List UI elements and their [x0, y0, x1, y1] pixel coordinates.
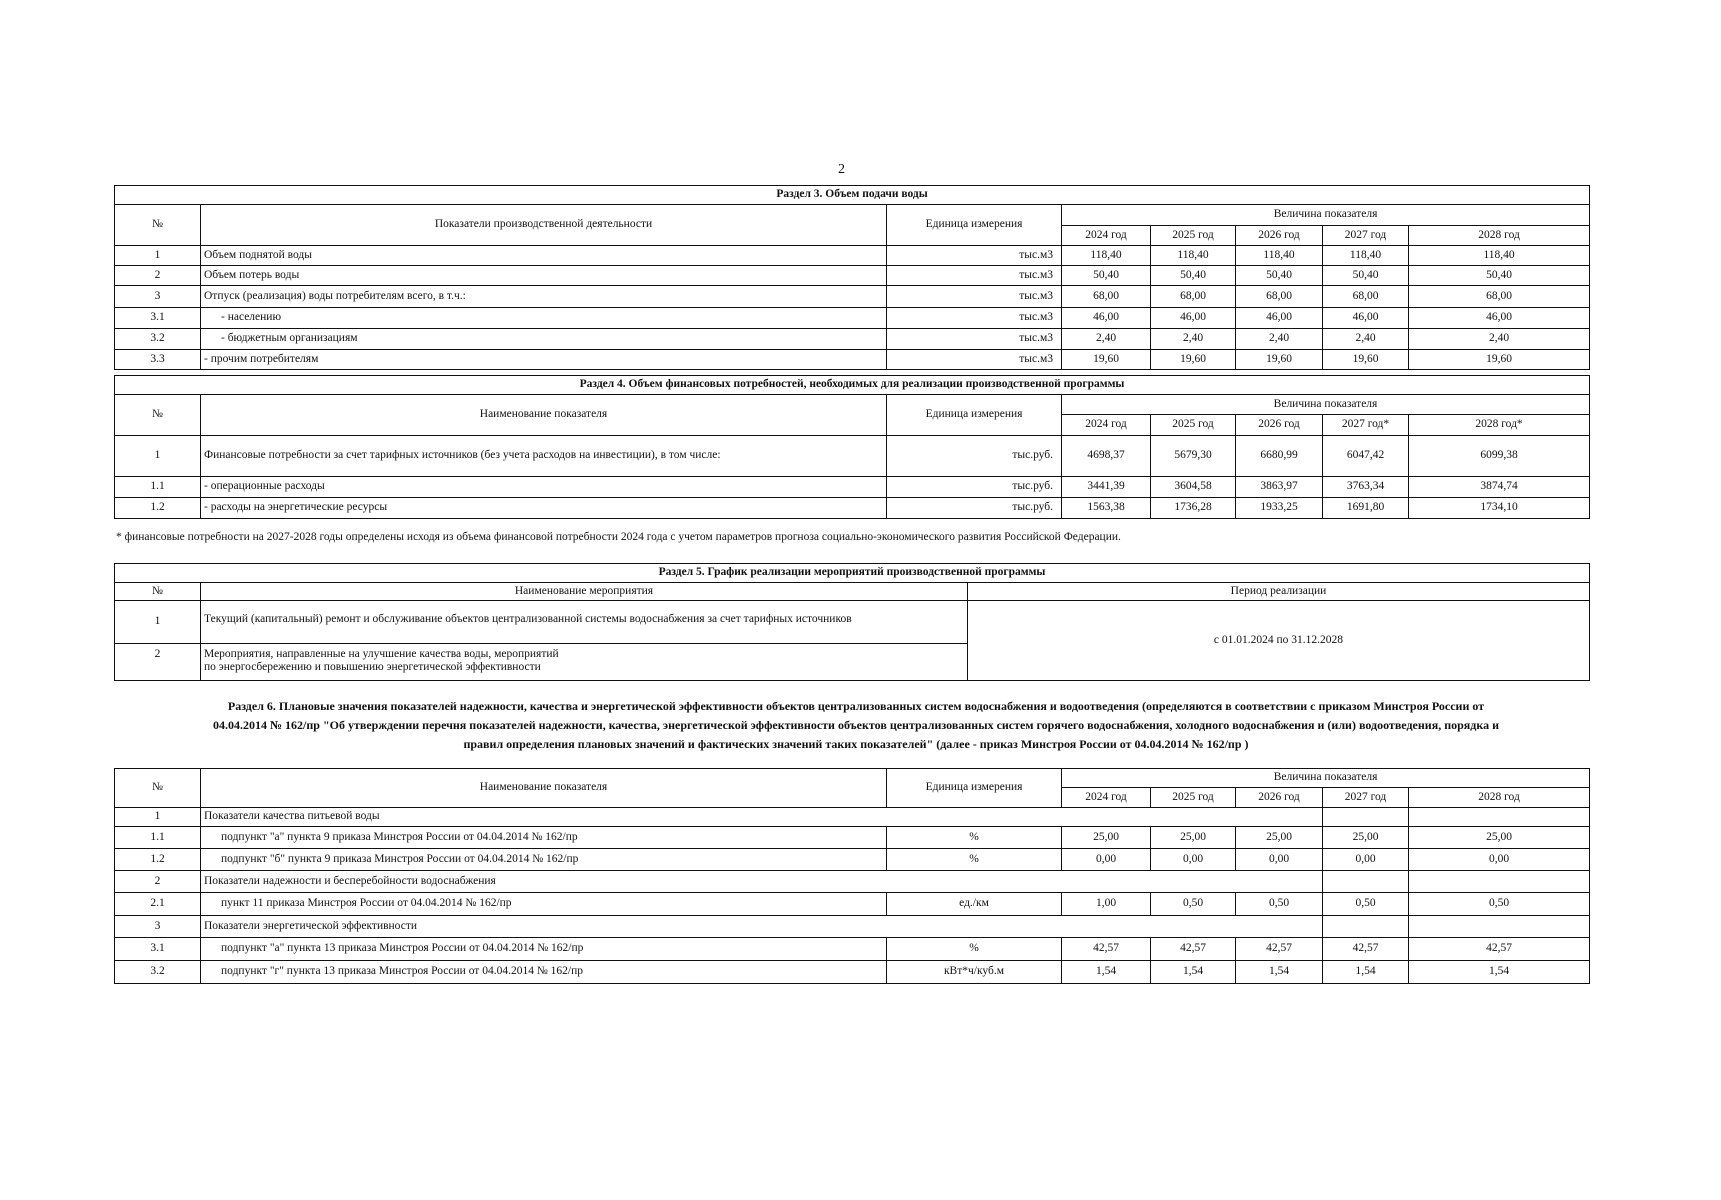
group-row — [115, 871, 1590, 893]
row-name: - населению — [201, 308, 887, 329]
value-cell: 1691,80 — [1323, 498, 1409, 519]
year-cell: 2024 год — [1062, 226, 1151, 246]
group-row — [115, 808, 1590, 827]
table-row — [115, 498, 1590, 519]
group-row — [115, 916, 1590, 938]
value-cell: 19,60 — [1409, 350, 1590, 370]
value-cell: 42,57 — [1409, 938, 1590, 961]
section4-footnote: * финансовые потребности на 2027-2028 годы определены исходя из объема финансовой потребности 2024 года с учетом параметров прогноза социально-экономического развития Российской Федерации. — [116, 531, 1121, 543]
value-cell: 1563,38 — [1062, 498, 1151, 519]
value-cell: 0,50 — [1236, 893, 1323, 916]
value-cell: 4698,37 — [1062, 436, 1151, 477]
value-cell: 6680,99 — [1236, 436, 1323, 477]
row-no: 3 — [115, 286, 201, 308]
row-no: 2 — [115, 871, 201, 893]
value-cell: 46,00 — [1236, 308, 1323, 329]
row-no: 1 — [115, 246, 201, 266]
value-cell: 42,57 — [1151, 938, 1236, 961]
value-cell: 46,00 — [1323, 308, 1409, 329]
value-cell: 68,00 — [1323, 286, 1409, 308]
row-unit: тыс.руб. — [887, 436, 1062, 477]
table-row — [115, 893, 1590, 916]
row-no: 3.2 — [115, 329, 201, 350]
table-row — [115, 961, 1590, 984]
header-value: Величина показателя — [1062, 395, 1590, 415]
row-unit: ед./км — [887, 893, 1062, 916]
value-cell: 1,54 — [1151, 961, 1236, 984]
row-no: 1 — [115, 808, 201, 827]
value-cell: 50,40 — [1323, 266, 1409, 286]
header-name: Показатели производственной деятельности — [201, 205, 887, 246]
header-name: Наименование показателя — [201, 395, 887, 436]
row-name: Объем потерь воды — [201, 266, 887, 286]
value-cell: 0,00 — [1151, 849, 1236, 871]
value-cell: 3763,34 — [1323, 477, 1409, 498]
row-name-line: по энергосбережению и повышению энергетической эффективности — [204, 661, 541, 674]
year-cell: 2026 год — [1236, 226, 1323, 246]
table-row — [115, 350, 1590, 370]
value-cell: 42,57 — [1062, 938, 1151, 961]
row-no: 2.1 — [115, 893, 201, 916]
row-unit: % — [887, 827, 1062, 849]
row-no: 3.1 — [115, 308, 201, 329]
value-cell: 68,00 — [1151, 286, 1236, 308]
row-name: подпункт "б" пункта 9 приказа Минстроя России от 04.04.2014 № 162/пр — [201, 849, 887, 871]
period-cell: с 01.01.2024 по 31.12.2028 — [968, 601, 1590, 681]
value-cell: 1736,28 — [1151, 498, 1236, 519]
header-name: Наименование показателя — [201, 769, 887, 808]
table-row — [115, 286, 1590, 308]
value-cell: 1,54 — [1236, 961, 1323, 984]
row-unit: % — [887, 849, 1062, 871]
value-cell: 68,00 — [1236, 286, 1323, 308]
table-row — [115, 827, 1590, 849]
row-name: Объем поднятой воды — [201, 246, 887, 266]
row-name: пункт 11 приказа Минстроя России от 04.04.2014 № 162/пр — [201, 893, 887, 916]
year-cell: 2025 год — [1151, 415, 1236, 436]
value-cell: 50,40 — [1062, 266, 1151, 286]
value-cell: 19,60 — [1236, 350, 1323, 370]
section6-title-line: Раздел 6. Плановые значения показателей надежности, качества и энергетической эффективности объектов централизованных систем водоснабжения и водоотведения (определяются в соответствии с приказом Минстроя России от — [227, 699, 1485, 713]
row-name: - операционные расходы — [201, 477, 887, 498]
table-row — [115, 849, 1590, 871]
value-cell: 118,40 — [1062, 246, 1151, 266]
value-cell: 2,40 — [1151, 329, 1236, 350]
row-name: подпункт "а" пункта 13 приказа Минстроя России от 04.04.2014 № 162/пр — [201, 938, 887, 961]
value-cell: 25,00 — [1236, 827, 1323, 849]
value-cell: 42,57 — [1323, 938, 1409, 961]
table-row — [115, 601, 1590, 644]
section6-title-line: 04.04.2014 № 162/пр "Об утверждении перечня показателей надежности, качества, энергетической эффективности объектов централизованных систем горячего водоснабжения, холодного водоснабжения и (или) водоотведения, порядка и — [212, 718, 1499, 732]
row-no: 1 — [115, 436, 201, 477]
value-cell: 0,50 — [1323, 893, 1409, 916]
row-unit: тыс.м3 — [887, 329, 1062, 350]
header-no: № — [115, 583, 201, 601]
row-name-line: Мероприятия, направленные на улучшение качества воды, мероприятий — [204, 648, 559, 660]
table-row — [115, 329, 1590, 350]
value-cell: 1,54 — [1409, 961, 1590, 984]
value-cell: 25,00 — [1062, 827, 1151, 849]
value-cell: 118,40 — [1323, 246, 1409, 266]
value-cell: 1,54 — [1323, 961, 1409, 984]
value-cell: 25,00 — [1323, 827, 1409, 849]
table-row — [115, 308, 1590, 329]
header-unit: Единица измерения — [887, 769, 1062, 808]
row-no: 1.2 — [115, 849, 201, 871]
year-cell: 2025 год — [1151, 788, 1236, 808]
value-cell: 3874,74 — [1409, 477, 1590, 498]
value-cell: 46,00 — [1151, 308, 1236, 329]
year-cell: 2024 год — [1062, 415, 1151, 436]
value-cell: 19,60 — [1323, 350, 1409, 370]
row-unit: тыс.м3 — [887, 266, 1062, 286]
row-name: Отпуск (реализация) воды потребителям всего, в т.ч.: — [201, 286, 887, 308]
header-value: Величина показателя — [1062, 769, 1590, 788]
value-cell: 0,00 — [1236, 849, 1323, 871]
row-name: - бюджетным организациям — [201, 329, 887, 350]
row-no: 3.1 — [115, 938, 201, 961]
table-row — [115, 266, 1590, 286]
value-cell: 25,00 — [1151, 827, 1236, 849]
row-no: 3 — [115, 916, 201, 938]
row-name: подпункт "а" пункта 9 приказа Минстроя России от 04.04.2014 № 162/пр — [201, 827, 887, 849]
year-cell: 2028 год* — [1409, 415, 1590, 436]
table-row — [115, 246, 1590, 266]
value-cell: 68,00 — [1062, 286, 1151, 308]
value-cell: 50,40 — [1409, 266, 1590, 286]
value-cell: 19,60 — [1151, 350, 1236, 370]
section3-title: Раздел 3. Объем подачи воды — [115, 186, 1590, 205]
row-no: 3.3 — [115, 350, 201, 370]
row-name: Показатели энергетической эффективности — [201, 916, 1323, 938]
value-cell: 1933,25 — [1236, 498, 1323, 519]
value-cell: 0,00 — [1409, 849, 1590, 871]
value-cell: 3441,39 — [1062, 477, 1151, 498]
year-cell: 2027 год — [1323, 788, 1409, 808]
row-name: - расходы на энергетические ресурсы — [201, 498, 887, 519]
header-no: № — [115, 395, 201, 436]
year-cell: 2027 год* — [1323, 415, 1409, 436]
section5-title: Раздел 5. График реализации мероприятий производственной программы — [115, 564, 1590, 583]
value-cell: 3604,58 — [1151, 477, 1236, 498]
value-cell: 46,00 — [1062, 308, 1151, 329]
year-cell: 2026 год — [1236, 415, 1323, 436]
value-cell: 2,40 — [1323, 329, 1409, 350]
table-row — [115, 436, 1590, 477]
value-cell: 42,57 — [1236, 938, 1323, 961]
table-row — [115, 477, 1590, 498]
value-cell: 6099,38 — [1409, 436, 1590, 477]
value-cell: 6047,42 — [1323, 436, 1409, 477]
value-cell: 1,00 — [1062, 893, 1151, 916]
year-cell: 2025 год — [1151, 226, 1236, 246]
row-no: 3.2 — [115, 961, 201, 984]
header-no: № — [115, 769, 201, 808]
row-no: 2 — [115, 644, 201, 681]
section4-title: Раздел 4. Объем финансовых потребностей, необходимых для реализации производственной программы — [115, 376, 1590, 395]
value-cell: 46,00 — [1409, 308, 1590, 329]
row-no: 1 — [115, 601, 201, 644]
value-cell: 50,40 — [1151, 266, 1236, 286]
row-no: 2 — [115, 266, 201, 286]
section5-table — [114, 563, 1590, 681]
row-name: - прочим потребителям — [201, 350, 887, 370]
row-unit: тыс.руб. — [887, 477, 1062, 498]
year-cell: 2024 год — [1062, 788, 1151, 808]
header-period: Период реализации — [968, 583, 1590, 601]
value-cell: 2,40 — [1236, 329, 1323, 350]
section6-table — [114, 768, 1590, 984]
value-cell: 19,60 — [1062, 350, 1151, 370]
value-cell: 50,40 — [1236, 266, 1323, 286]
row-no: 1.2 — [115, 498, 201, 519]
row-unit: тыс.м3 — [887, 308, 1062, 329]
row-name — [201, 644, 968, 681]
value-cell: 0,50 — [1409, 893, 1590, 916]
row-unit: тыс.м3 — [887, 350, 1062, 370]
value-cell: 3863,97 — [1236, 477, 1323, 498]
row-name: Финансовые потребности за счет тарифных источников (без учета расходов на инвестиции), в том числе: — [201, 436, 887, 477]
row-unit: кВт*ч/куб.м — [887, 961, 1062, 984]
row-name: Показатели качества питьевой воды — [201, 808, 1323, 827]
row-unit: тыс.м3 — [887, 286, 1062, 308]
value-cell: 118,40 — [1409, 246, 1590, 266]
header-unit: Единица измерения — [887, 205, 1062, 246]
header-no: № — [115, 205, 201, 246]
section3-table — [114, 185, 1590, 370]
row-name: Текущий (капитальный) ремонт и обслуживание объектов централизованной системы водоснабжения за счет тарифных источников — [201, 601, 968, 644]
value-cell: 0,50 — [1151, 893, 1236, 916]
section4-table — [114, 375, 1590, 519]
year-cell: 2028 год — [1409, 788, 1590, 808]
year-cell: 2028 год — [1409, 226, 1590, 246]
header-value: Величина показателя — [1062, 205, 1590, 226]
value-cell: 118,40 — [1151, 246, 1236, 266]
header-name: Наименование мероприятия — [201, 583, 968, 601]
row-no: 1.1 — [115, 827, 201, 849]
row-name: подпункт "г" пункта 13 приказа Минстроя России от 04.04.2014 № 162/пр — [201, 961, 887, 984]
value-cell: 25,00 — [1409, 827, 1590, 849]
year-cell: 2026 год — [1236, 788, 1323, 808]
header-unit: Единица измерения — [887, 395, 1062, 436]
year-cell: 2027 год — [1323, 226, 1409, 246]
row-unit: тыс.руб. — [887, 498, 1062, 519]
row-unit: % — [887, 938, 1062, 961]
page-number: 2 — [838, 162, 845, 177]
value-cell: 5679,30 — [1151, 436, 1236, 477]
value-cell: 0,00 — [1323, 849, 1409, 871]
table-row — [115, 938, 1590, 961]
value-cell: 2,40 — [1062, 329, 1151, 350]
value-cell: 2,40 — [1409, 329, 1590, 350]
value-cell: 0,00 — [1062, 849, 1151, 871]
value-cell: 68,00 — [1409, 286, 1590, 308]
section6-title-line: правил определения плановых значений и фактических значений таких показателей" (далее - приказ Минстроя России от 04.04.2014 № 162/пр ) — [463, 737, 1249, 751]
value-cell: 118,40 — [1236, 246, 1323, 266]
row-no: 1.1 — [115, 477, 201, 498]
value-cell: 1,54 — [1062, 961, 1151, 984]
section6-title — [126, 697, 1586, 754]
row-name: Показатели надежности и бесперебойности водоснабжения — [201, 871, 1323, 893]
row-unit: тыс.м3 — [887, 246, 1062, 266]
value-cell: 1734,10 — [1409, 498, 1590, 519]
